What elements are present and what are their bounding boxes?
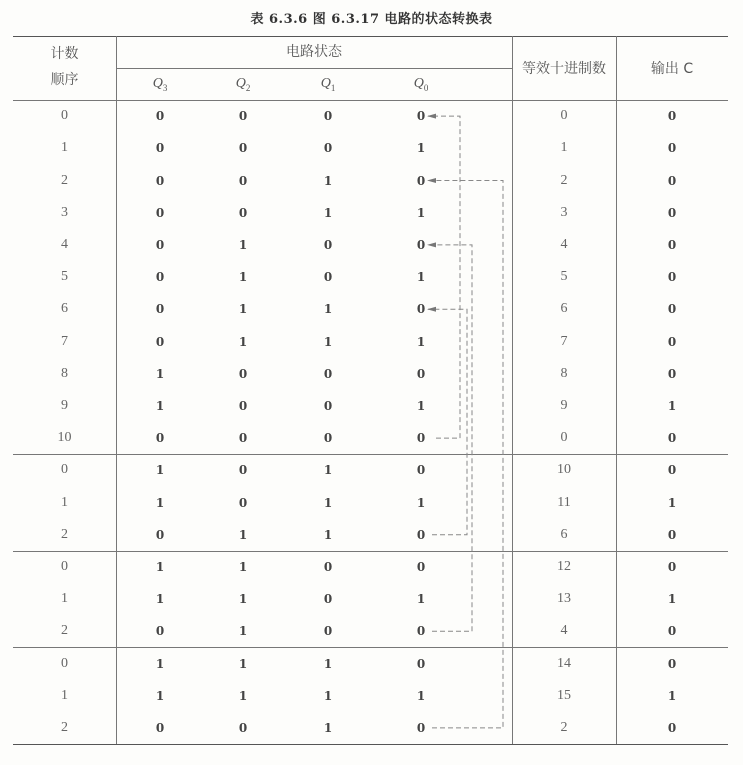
output-c-cell: 0 <box>667 463 677 478</box>
decimal-cell: 0 <box>560 108 568 124</box>
q2-cell: 1 <box>238 559 248 574</box>
output-c-cell: 0 <box>667 205 677 220</box>
count-order-cell: 2 <box>61 172 68 188</box>
q2-cell: 1 <box>238 237 248 252</box>
q1-cell: 1 <box>323 527 333 542</box>
count-order-cell: 0 <box>61 558 68 574</box>
q3-cell: 0 <box>155 527 165 542</box>
q2-cell: 0 <box>238 109 248 124</box>
q1-cell: 0 <box>323 592 333 607</box>
q1-cell: 1 <box>323 205 333 220</box>
q2-cell: 1 <box>238 688 248 703</box>
decimal-cell: 4 <box>560 623 568 639</box>
decimal-cell: 5 <box>560 269 568 285</box>
q-base: Q <box>235 76 246 91</box>
q0-cell: 1 <box>416 495 426 510</box>
q0-cell: 0 <box>416 109 426 124</box>
header-output: 输出 C <box>650 61 694 77</box>
decimal-cell: 1 <box>560 140 568 156</box>
q0-cell: 1 <box>416 334 426 349</box>
count-order-cell: 1 <box>61 494 68 510</box>
q2-cell: 1 <box>238 656 248 671</box>
header-decimal: 等效十进制数 <box>522 61 606 77</box>
count-order-cell: 1 <box>61 591 68 607</box>
q1-cell: 0 <box>323 141 333 156</box>
output-c-cell: 0 <box>667 302 677 317</box>
output-c-cell: 0 <box>667 559 677 574</box>
dashed-arrow-line <box>428 181 503 728</box>
count-order-cell: 2 <box>61 526 68 542</box>
q1-cell: 0 <box>323 366 333 381</box>
q1-cell: 0 <box>323 109 333 124</box>
q0-cell: 0 <box>416 173 426 188</box>
table-caption: 表 6.3.6 图 6.3.17 电路的状态转换表 <box>250 12 493 27</box>
q0-cell: 0 <box>416 431 426 446</box>
count-order-cell: 0 <box>61 108 68 124</box>
output-c-cell: 0 <box>667 270 677 285</box>
count-order-cell: 1 <box>61 140 68 156</box>
count-order-cell: 3 <box>61 204 68 220</box>
q2-cell: 0 <box>238 398 248 413</box>
q2-cell: 0 <box>238 205 248 220</box>
q2-cell: 1 <box>238 592 248 607</box>
output-c-cell: 1 <box>667 398 677 413</box>
arrowhead-icon <box>427 242 436 247</box>
q0-cell: 0 <box>416 237 426 252</box>
q-subscript: 3 <box>162 82 168 93</box>
q0-cell: 1 <box>416 398 426 413</box>
arrowhead-icon <box>427 307 436 312</box>
count-order-cell: 0 <box>61 655 68 671</box>
q-base: Q <box>152 76 163 91</box>
decimal-cell: 12 <box>557 558 571 574</box>
header-count-line1: 计数 <box>50 46 79 62</box>
q0-cell: 0 <box>416 527 426 542</box>
q-subscript: 0 <box>423 82 429 93</box>
header-circuit-state: 电路状态 <box>286 44 342 60</box>
count-order-cell: 7 <box>61 333 68 349</box>
q1-cell: 0 <box>323 398 333 413</box>
decimal-cell: 10 <box>557 462 571 478</box>
q2-cell: 0 <box>238 463 248 478</box>
q-subscript: 1 <box>330 82 336 93</box>
q0-cell: 0 <box>416 463 426 478</box>
q3-cell: 1 <box>155 366 165 381</box>
q2-cell: 1 <box>238 302 248 317</box>
output-c-cell: 1 <box>667 592 677 607</box>
q1-cell: 1 <box>323 495 333 510</box>
arrowhead-icon <box>427 178 436 183</box>
q1-cell: 1 <box>323 656 333 671</box>
q1-cell: 1 <box>323 334 333 349</box>
q0-cell: 0 <box>416 302 426 317</box>
output-c-cell: 0 <box>667 334 677 349</box>
arrowhead-icon <box>427 114 436 119</box>
decimal-cell: 2 <box>560 172 568 188</box>
output-c-cell: 0 <box>667 656 677 671</box>
q3-cell: 0 <box>155 334 165 349</box>
q2-cell: 1 <box>238 334 248 349</box>
decimal-cell: 6 <box>560 301 568 317</box>
count-order-cell: 0 <box>61 462 68 478</box>
q-base: Q <box>320 76 331 91</box>
q-subscript: 2 <box>245 82 251 93</box>
q3-cell: 0 <box>155 141 165 156</box>
q1-cell: 0 <box>323 624 333 639</box>
q3-cell: 0 <box>155 205 165 220</box>
count-order-cell: 10 <box>57 430 72 446</box>
decimal-cell: 3 <box>560 204 568 220</box>
q3-cell: 1 <box>155 656 165 671</box>
q2-cell: 1 <box>238 624 248 639</box>
count-order-cell: 4 <box>61 236 68 252</box>
dashed-arrow-line <box>428 309 467 534</box>
q0-cell: 0 <box>416 559 426 574</box>
q3-cell: 0 <box>155 109 165 124</box>
output-c-cell: 0 <box>667 237 677 252</box>
output-c-cell: 1 <box>667 688 677 703</box>
decimal-cell: 9 <box>560 397 568 413</box>
dashed-arrow-line <box>428 245 472 631</box>
q3-cell: 0 <box>155 431 165 446</box>
q3-cell: 0 <box>155 624 165 639</box>
q2-cell: 0 <box>238 720 248 735</box>
decimal-cell: 2 <box>560 719 568 735</box>
q2-cell: 0 <box>238 141 248 156</box>
dashed-arrow-line <box>428 116 460 438</box>
output-c-cell: 0 <box>667 141 677 156</box>
q3-cell: 1 <box>155 495 165 510</box>
output-c-cell: 0 <box>667 527 677 542</box>
count-order-cell: 2 <box>61 719 68 735</box>
count-order-cell: 1 <box>61 687 68 703</box>
q1-cell: 1 <box>323 688 333 703</box>
q3-cell: 1 <box>155 398 165 413</box>
q3-cell: 0 <box>155 302 165 317</box>
q0-cell: 1 <box>416 270 426 285</box>
q1-cell: 1 <box>323 463 333 478</box>
q0-cell: 0 <box>416 720 426 735</box>
q3-cell: 0 <box>155 237 165 252</box>
q3-cell: 0 <box>155 270 165 285</box>
q0-cell: 0 <box>416 624 426 639</box>
decimal-cell: 11 <box>557 494 571 510</box>
q3-cell: 0 <box>155 173 165 188</box>
q3-cell: 1 <box>155 688 165 703</box>
decimal-cell: 4 <box>560 236 568 252</box>
decimal-cell: 14 <box>557 655 571 671</box>
output-c-cell: 0 <box>667 624 677 639</box>
q1-cell: 1 <box>323 173 333 188</box>
count-order-cell: 2 <box>61 623 68 639</box>
q3-cell: 1 <box>155 559 165 574</box>
q1-cell: 0 <box>323 237 333 252</box>
q0-cell: 1 <box>416 205 426 220</box>
output-c-cell: 0 <box>667 366 677 381</box>
decimal-cell: 15 <box>557 687 571 703</box>
q1-cell: 0 <box>323 431 333 446</box>
q3-cell: 1 <box>155 592 165 607</box>
q3-cell: 1 <box>155 463 165 478</box>
q0-cell: 1 <box>416 141 426 156</box>
decimal-cell: 7 <box>560 333 568 349</box>
q1-cell: 1 <box>323 720 333 735</box>
output-c-cell: 1 <box>667 495 677 510</box>
header-count-line2: 顺序 <box>50 72 79 88</box>
count-order-cell: 8 <box>61 365 68 381</box>
q2-cell: 0 <box>238 495 248 510</box>
q2-cell: 0 <box>238 366 248 381</box>
q1-cell: 0 <box>323 559 333 574</box>
output-c-cell: 0 <box>667 173 677 188</box>
count-order-cell: 9 <box>61 397 68 413</box>
output-c-cell: 0 <box>667 720 677 735</box>
output-c-cell: 0 <box>667 431 677 446</box>
count-order-cell: 6 <box>61 301 68 317</box>
q1-cell: 0 <box>323 270 333 285</box>
decimal-cell: 8 <box>560 365 568 381</box>
q0-cell: 0 <box>416 656 426 671</box>
q2-cell: 1 <box>238 270 248 285</box>
output-c-cell: 0 <box>667 109 677 124</box>
decimal-cell: 6 <box>560 526 568 542</box>
count-order-cell: 5 <box>61 269 68 285</box>
q3-cell: 0 <box>155 720 165 735</box>
q0-cell: 1 <box>416 688 426 703</box>
q0-cell: 0 <box>416 366 426 381</box>
q2-cell: 0 <box>238 173 248 188</box>
q2-cell: 0 <box>238 431 248 446</box>
decimal-cell: 13 <box>557 591 571 607</box>
q1-cell: 1 <box>323 302 333 317</box>
q-base: Q <box>413 76 424 91</box>
decimal-cell: 0 <box>560 430 568 446</box>
q2-cell: 1 <box>238 527 248 542</box>
q0-cell: 1 <box>416 592 426 607</box>
